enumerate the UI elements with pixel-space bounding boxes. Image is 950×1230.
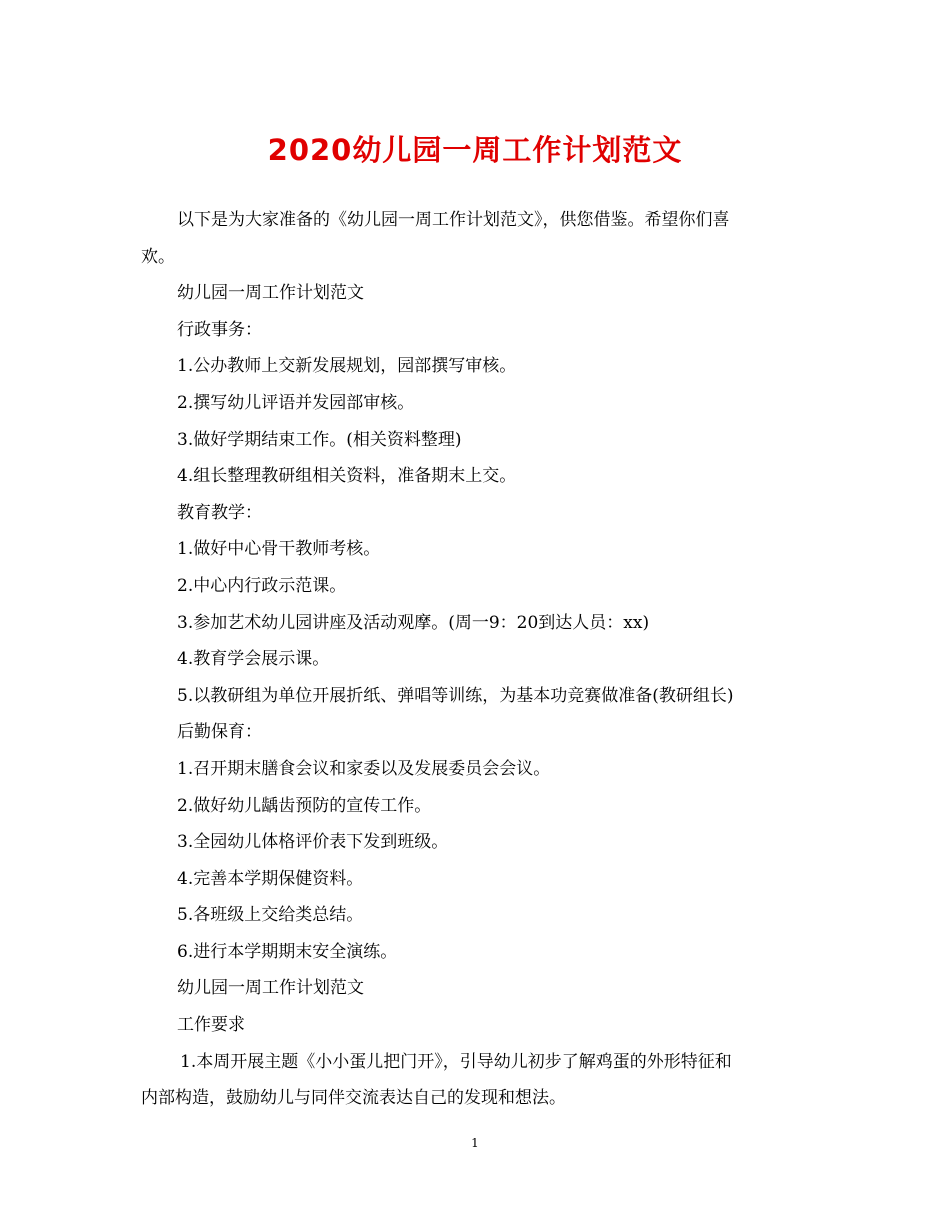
- page-number: 1: [471, 1136, 479, 1150]
- list-item: 6.进行本学期期末安全演练。: [177, 941, 398, 962]
- intro-paragraph-line2: 欢。: [141, 246, 175, 267]
- list-item: 3.做好学期结束工作。(相关资料整理): [177, 429, 462, 450]
- list-item: 3.全园幼儿体格评价表下发到班级。: [177, 832, 449, 853]
- list-item: 1.召开期末膳食会议和家委以及发展委员会会议。: [177, 758, 551, 779]
- section-heading-admin: 行政事务：: [177, 319, 262, 340]
- section-heading-plan-2: 幼儿园一周工作计划范文: [177, 978, 364, 999]
- section-heading-education: 教育教学：: [177, 502, 262, 523]
- document-title: 2020幼儿园一周工作计划范文: [267, 133, 683, 167]
- list-item: 3.参加艺术幼儿园讲座及活动观摩。(周一9：20到达人员：xx): [177, 612, 650, 633]
- list-item: 1.公办教师上交新发展规划，园部撰写审核。: [177, 356, 517, 377]
- list-item: 5.各班级上交给类总结。: [177, 905, 364, 926]
- section-heading-plan: 幼儿园一周工作计划范文: [177, 283, 364, 304]
- list-item: 4.完善本学期保健资料。: [177, 868, 364, 889]
- list-item: 2.中心内行政示范课。: [177, 575, 347, 596]
- requirement-paragraph-line1: 1.本周开展主题《小小蛋儿把门开》，引导幼儿初步了解鸡蛋的外形特征和: [180, 1051, 732, 1072]
- intro-paragraph-line1: 以下是为大家准备的《幼儿园一周工作计划范文》，供您借鉴。希望你们喜: [177, 210, 730, 230]
- section-heading-logistics: 后勤保育：: [177, 722, 262, 743]
- list-item: 1.做好中心骨干教师考核。: [177, 539, 381, 560]
- list-item: 2.撰写幼儿评语并发园部审核。: [177, 392, 415, 413]
- list-item: 4.组长整理教研组相关资料，准备期末上交。: [177, 466, 517, 487]
- section-heading-requirements: 工作要求: [177, 1015, 245, 1036]
- document-body: [141, 202, 801, 1117]
- list-item: 2.做好幼儿龋齿预防的宣传工作。: [177, 795, 432, 816]
- requirement-paragraph-line2: 内部构造，鼓励幼儿与同伴交流表达自己的发现和想法。: [141, 1088, 566, 1109]
- list-item: 5.以教研组为单位开展折纸、弹唱等训练，为基本功竞赛做准备(教研组长): [177, 685, 734, 706]
- list-item: 4.教育学会展示课。: [177, 649, 330, 670]
